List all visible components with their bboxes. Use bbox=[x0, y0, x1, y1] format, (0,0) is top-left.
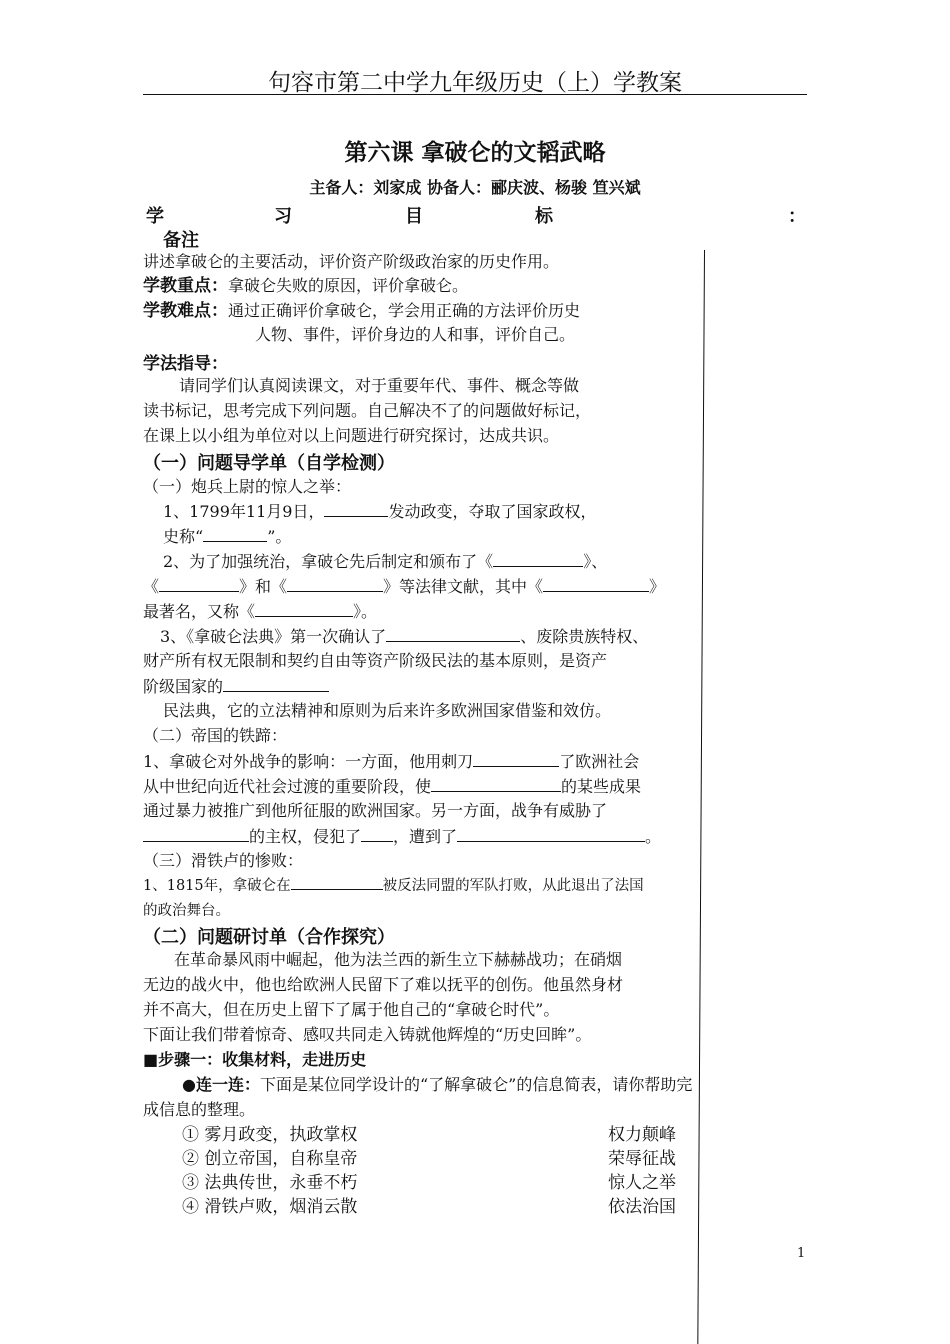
objectives-char-4: 标 bbox=[535, 206, 553, 227]
section2-title: （二）问题研讨单（合作探究） bbox=[143, 927, 395, 948]
match-right-2[interactable]: 荣辱征战 bbox=[608, 1149, 676, 1169]
intro-line-1: 在革命暴风雨中崛起，他为法兰西的新生立下赫赫战功；在硝烟 bbox=[174, 950, 623, 969]
objectives-char-5: ： bbox=[788, 206, 806, 227]
page-number: 1 bbox=[797, 1246, 806, 1261]
match-right-3[interactable]: 惊人之举 bbox=[608, 1173, 676, 1193]
part1-q1-line2: 史称“ ”。 bbox=[163, 524, 291, 549]
difficulties-line1: 通过正确评价拿破仑，学会用正确的方法评价历史 bbox=[228, 301, 581, 320]
part2-q1-line4: 的主权，侵犯了 ，遭到了 。 bbox=[143, 824, 661, 849]
blank-q2-1[interactable] bbox=[493, 549, 583, 567]
step1-heading: ■步骤一：收集材料，走进历史 bbox=[143, 1050, 367, 1069]
section1-title: （一）问题导学单（自学检测） bbox=[143, 453, 395, 474]
match-left-1[interactable]: ① 雾月政变，执政掌权 bbox=[182, 1125, 358, 1145]
part1-q1-line1: 1、1799年11月9日， 发动政变，夺取了国家政权， bbox=[163, 499, 596, 524]
notes-label: 备注 bbox=[163, 230, 199, 251]
key-points bbox=[143, 274, 468, 298]
part2-q1-line3: 通过暴力被推广到他所征服的欧洲国家。另一方面，战争有威胁了 bbox=[143, 801, 608, 820]
blank-p2-2[interactable] bbox=[431, 774, 561, 792]
authors-line: 主备人：刘家成 协备人：郦庆波、杨骏 笪兴斌 bbox=[309, 178, 641, 197]
part3-title: （三）滑铁卢的惨败： bbox=[143, 851, 304, 870]
blank-q2-5[interactable] bbox=[255, 599, 353, 617]
connect-line-1 bbox=[182, 1073, 692, 1097]
match-left-2[interactable]: ② 创立帝国，自称皇帝 bbox=[182, 1149, 358, 1169]
blank-p2-5[interactable] bbox=[457, 824, 645, 842]
part2-title: （二）帝国的铁蹄： bbox=[143, 726, 288, 745]
header-title: 句容市第二中学九年级历史（上）学教案 bbox=[268, 70, 682, 96]
blank-p3-1[interactable] bbox=[291, 874, 383, 890]
intro-line-3: 并不高大，但在历史上留下了属于他自己的“拿破仑时代”。 bbox=[143, 1000, 560, 1019]
part2-q1-line1: 1、拿破仑对外战争的影响：一方面，他用刺刀 了欧洲社会 bbox=[143, 749, 639, 774]
blank-q1-2[interactable] bbox=[203, 524, 267, 542]
intro-line-2: 无边的战火中，他也给欧洲人民留下了难以抚平的创伤。他虽然身材 bbox=[143, 975, 624, 994]
notes-column-divider bbox=[697, 250, 705, 1344]
blank-q2-4[interactable] bbox=[543, 574, 649, 592]
objectives-text: 讲述拿破仑的主要活动，评价资产阶级政治家的历史作用。 bbox=[143, 252, 560, 271]
objectives-char-3: 目 bbox=[405, 206, 423, 227]
connect-line-2: 成信息的整理。 bbox=[143, 1100, 256, 1119]
key-points-text: 拿破仑失败的原因，评价拿破仑。 bbox=[228, 276, 469, 295]
blank-q1-1[interactable] bbox=[324, 499, 388, 517]
blank-p2-3[interactable] bbox=[143, 824, 249, 842]
header-rule bbox=[143, 94, 807, 95]
difficulties-label: 学教难点： bbox=[143, 301, 228, 321]
method-label: 学法指导： bbox=[143, 354, 228, 374]
method-line-3: 在课上以小组为单位对以上问题进行研究探讨，达成共识。 bbox=[143, 426, 560, 445]
part1-q3-line4: 民法典，它的立法精神和原则为后来许多欧洲国家借鉴和效仿。 bbox=[163, 701, 612, 720]
match-right-1[interactable]: 权力颠峰 bbox=[608, 1125, 676, 1145]
blank-p2-4[interactable] bbox=[361, 824, 393, 842]
connect-text: 下面是某位同学设计的“了解拿破仑”的信息简表，请你帮助完 bbox=[259, 1075, 693, 1094]
method-line-1: 请同学们认真阅读课文，对于重要年代、事件、概念等做 bbox=[179, 376, 580, 395]
match-left-3[interactable]: ③ 法典传世，永垂不朽 bbox=[182, 1173, 358, 1193]
intro-line-4: 下面让我们带着惊奇、感叹共同走入铸就他辉煌的“历史回眸”。 bbox=[143, 1025, 592, 1044]
blank-q2-3[interactable] bbox=[287, 574, 383, 592]
part2-q1-line2: 从中世纪向近代社会过渡的重要阶段，使 的某些成果 bbox=[143, 774, 641, 799]
part3-q1-line1: 1、1815年，拿破仑在 被反法同盟的军队打败，从此退出了法国 bbox=[143, 874, 644, 898]
match-right-4[interactable]: 依法治国 bbox=[608, 1197, 676, 1217]
part3-q1-line2: 的政治舞台。 bbox=[143, 903, 230, 919]
objectives-char-2: 习 bbox=[274, 206, 292, 227]
part1-q3-line1: 3、《拿破仑法典》第一次确认了 、废除贵族特权、 bbox=[160, 624, 648, 649]
part1-q3-line3: 阶级国家的 bbox=[143, 674, 329, 699]
connect-label: ●连一连： bbox=[182, 1075, 260, 1094]
blank-p2-1[interactable] bbox=[473, 749, 559, 767]
difficulties-line2: 人物、事件，评价身边的人和事，评价自己。 bbox=[255, 325, 576, 344]
part1-q2-line1: 2、为了加强统治，拿破仑先后制定和颁布了《 》、 bbox=[163, 549, 607, 574]
objectives-char-1: 学 bbox=[146, 206, 164, 227]
blank-q3-2[interactable] bbox=[223, 674, 329, 692]
part1-title: （一）炮兵上尉的惊人之举： bbox=[143, 477, 352, 496]
part1-q2-line2: 《 》和《 》等法律文献，其中《 》 bbox=[143, 574, 665, 599]
blank-q3-1[interactable] bbox=[386, 624, 520, 642]
part1-q3-line2: 财产所有权无限制和契约自由等资产阶级民法的基本原则，是资产 bbox=[143, 651, 608, 670]
lesson-title: 第六课 拿破仑的文韬武略 bbox=[344, 140, 606, 166]
key-points-label: 学教重点： bbox=[143, 276, 228, 296]
part1-q2-line3: 最著名，又称《 》。 bbox=[143, 599, 377, 624]
match-left-4[interactable]: ④ 滑铁卢败，烟消云散 bbox=[182, 1197, 358, 1217]
blank-q2-2[interactable] bbox=[159, 574, 239, 592]
difficulties bbox=[143, 299, 580, 323]
method-line-2: 读书标记，思考完成下列问题。自己解决不了的问题做好标记， bbox=[143, 401, 592, 420]
